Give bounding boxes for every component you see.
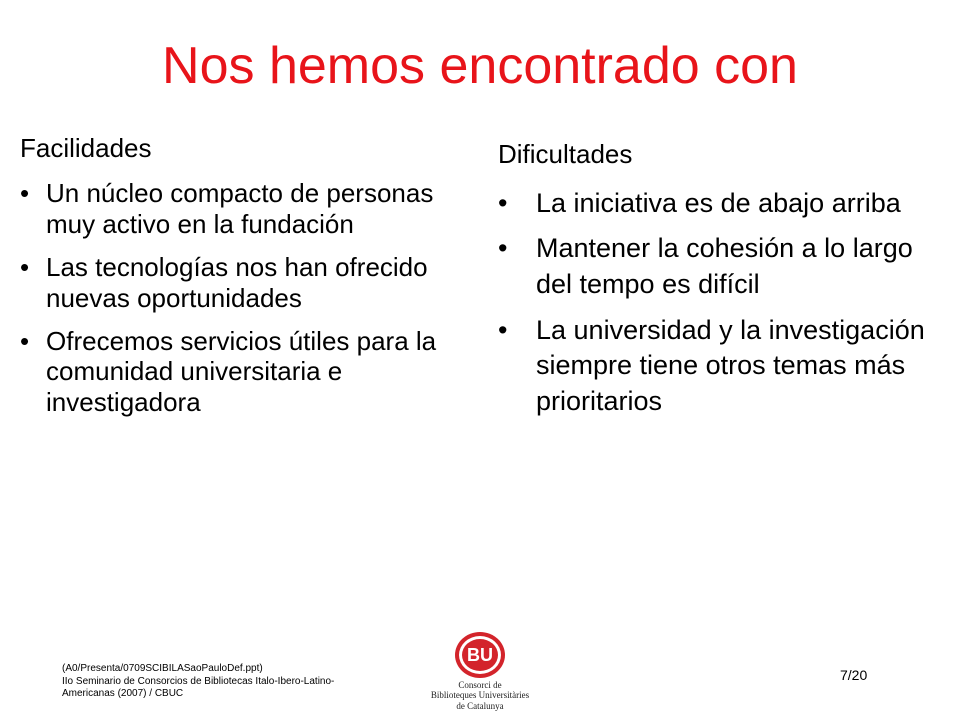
list-item-text: Las tecnologías nos han ofrecido nuevas oportunidades — [46, 251, 428, 313]
bullet-icon: • — [20, 325, 30, 356]
slide-title: Nos hemos encontrado con — [162, 37, 798, 95]
logo-caption-line: Biblioteques Universitàries — [430, 690, 530, 701]
logo-caption — [430, 680, 530, 711]
logo-caption-line: de Catalunya — [456, 700, 504, 711]
bullet-icon: • — [20, 177, 30, 208]
footer-line: IIo Seminario de Consorcios de Bibliotecas Italo-Ibero-Latino- — [62, 675, 335, 687]
list-item-text: Un núcleo compacto de personas muy activo en la fundación — [46, 177, 434, 239]
footer-source-note — [62, 663, 362, 701]
facilidades-heading: Facilidades — [20, 133, 152, 163]
list-item-text: Mantener la cohesión a lo largo del tempo es difícil — [536, 233, 913, 300]
dificultades-column — [498, 138, 948, 430]
facilidades-column — [20, 132, 460, 430]
list-item — [20, 178, 460, 240]
list-item — [20, 326, 460, 419]
cbuc-logo — [430, 632, 540, 712]
page-number: 7/20 — [840, 667, 868, 683]
list-item-text: La iniciativa es de abajo arriba — [536, 187, 901, 218]
bullet-icon: • — [498, 314, 508, 345]
dificultades-list — [498, 186, 948, 420]
list-item — [498, 186, 948, 222]
list-item — [498, 231, 948, 302]
facilidades-list — [20, 178, 460, 419]
list-item — [20, 252, 460, 314]
bu-logo-icon: BU — [455, 632, 505, 678]
list-item-text: La universidad y la investigación siempre tiene otros temas más prioritarios — [536, 314, 925, 416]
bullet-icon: • — [498, 233, 508, 264]
bullet-icon: • — [20, 251, 30, 282]
logo-caption-line: Consorci de — [458, 680, 502, 690]
list-item-text: Ofrecemos servicios útiles para la comunidad universitaria e investigadora — [46, 325, 437, 418]
bullet-icon: • — [498, 187, 508, 218]
dificultades-heading: Dificultades — [498, 139, 633, 169]
list-item — [498, 313, 948, 420]
footer-line: (A0/Presenta/0709SCIBILASaoPauloDef.ppt) — [62, 663, 263, 674]
footer-line: Americanas (2007) / CBUC — [62, 688, 184, 699]
